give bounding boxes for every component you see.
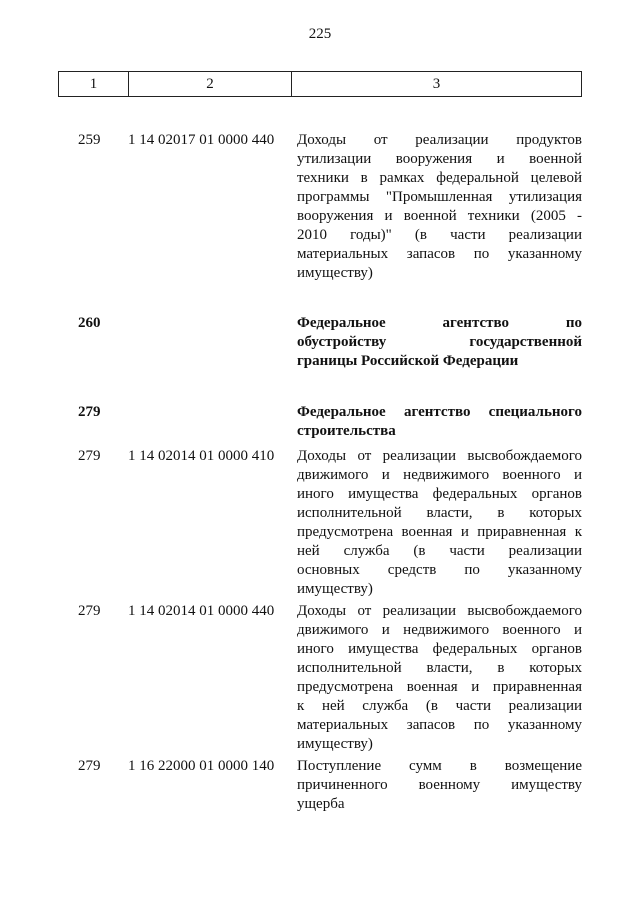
description-line: материальных запасов по указанному [297, 246, 582, 262]
description-line: 2010 годы)" (в части реализации [297, 227, 582, 243]
budget-code: 1 14 02017 01 0000 440 [128, 132, 275, 148]
description-line: техники в рамках федеральной целевой [297, 170, 582, 186]
row-number: 260 [78, 315, 101, 331]
description-line: имуществу) [297, 265, 373, 281]
description-line: вооружения и военной техники (2005 - [297, 208, 582, 224]
budget-code: 1 16 22000 01 0000 140 [128, 758, 275, 774]
row-number: 279 [78, 448, 101, 464]
description-line: Доходы от реализации высвобождаемого [297, 448, 582, 464]
description-line: иного имущества федеральных органов [297, 641, 582, 657]
row-number: 279 [78, 404, 101, 420]
description-line: обустройству государственной [297, 334, 582, 350]
description-line: к ней служба (в части реализации [297, 698, 582, 714]
description-line: движимого и недвижимого военного и [297, 622, 582, 638]
description-line: Федеральное агентство специального [297, 404, 582, 420]
description-line: имуществу) [297, 736, 373, 752]
description-line: основных средств по указанному [297, 562, 582, 578]
description-line: причиненного военному имуществу [297, 777, 582, 793]
description-line: утилизации вооружения и военной [297, 151, 582, 167]
description-line: предусмотрена военная и приравненная [297, 679, 582, 695]
row-description [297, 447, 582, 599]
description-line: Поступление сумм в возмещение [297, 758, 582, 774]
description-line: границы Российской Федерации [297, 353, 519, 369]
description-line: Доходы от реализации продуктов [297, 132, 582, 148]
description-line: иного имущества федеральных органов [297, 486, 582, 502]
row-number: 259 [78, 132, 101, 148]
column-header-2: 2 [129, 72, 292, 96]
budget-code: 1 14 02014 01 0000 410 [128, 448, 275, 464]
description-line: программы "Промышленная утилизация [297, 189, 582, 205]
row-number: 279 [78, 603, 101, 619]
row-description [297, 131, 582, 283]
description-line: строительства [297, 423, 396, 439]
column-header-table [58, 71, 582, 97]
description-line: исполнительной власти, в которых [297, 660, 582, 676]
row-description [297, 602, 582, 754]
row-number: 279 [78, 758, 101, 774]
budget-code: 1 14 02014 01 0000 440 [128, 603, 275, 619]
row-description [297, 757, 582, 814]
column-header-1: 1 [59, 72, 129, 96]
description-line: исполнительной власти, в которых [297, 505, 582, 521]
column-header-3: 3 [432, 75, 441, 92]
agency-name [297, 403, 582, 441]
description-line: ущерба [297, 796, 345, 812]
description-line: ней служба (в части реализации [297, 543, 582, 559]
description-line: движимого и недвижимого военного и [297, 467, 582, 483]
description-line: Доходы от реализации высвобождаемого [297, 603, 582, 619]
agency-name [297, 314, 582, 371]
description-line: Федеральное агентство по [297, 315, 582, 331]
description-line: предусмотрена военная и приравненная к [297, 524, 582, 540]
description-line: материальных запасов по указанному [297, 717, 582, 733]
page-number: 225 [308, 26, 332, 42]
description-line: имуществу) [297, 581, 373, 597]
